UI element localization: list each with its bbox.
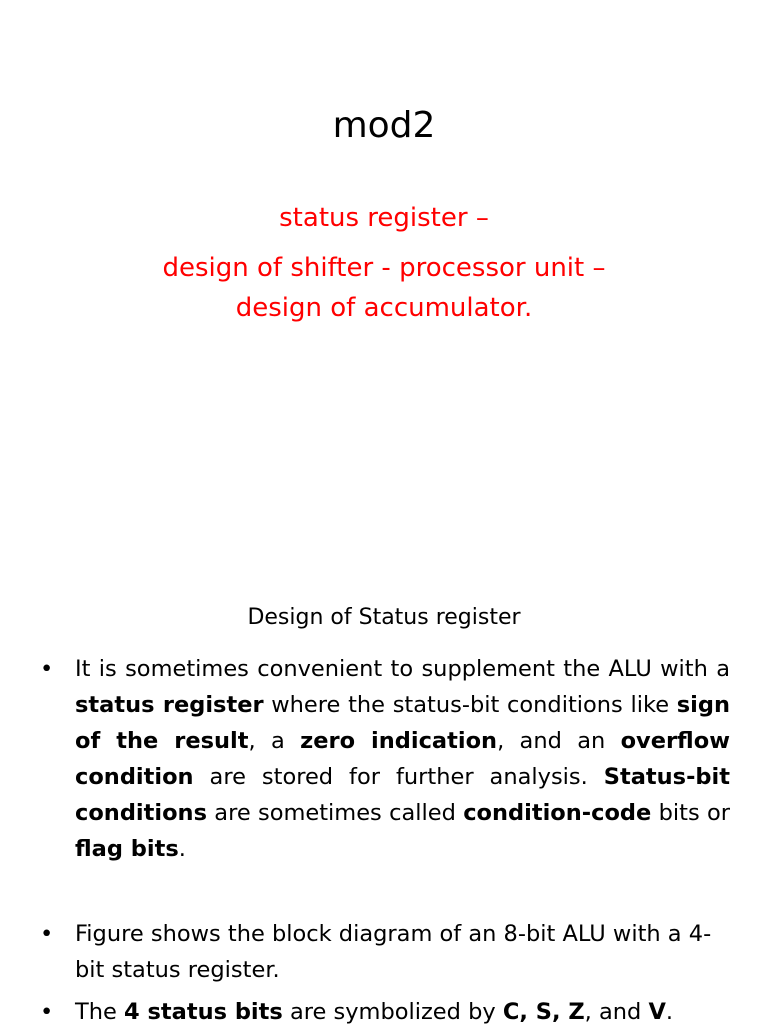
content-slide — [0, 576, 768, 1024]
text-span: . — [178, 836, 186, 862]
bullet-icon: • — [40, 999, 54, 1025]
text-span: , a — [248, 728, 301, 754]
bold-span: status register — [75, 692, 264, 718]
bold-span: overflow condition — [75, 728, 730, 790]
bold-span: Status-bit conditions — [75, 764, 730, 826]
slide-heading: Design of Status register — [247, 605, 521, 630]
bullet-item — [40, 651, 730, 867]
text-span: are stored for further analysis. — [193, 764, 604, 790]
bullet-item — [40, 916, 730, 988]
subtitle-line-3: design of accumulator. — [235, 293, 533, 323]
bold-span: zero indication — [300, 728, 498, 754]
bold-span: flag bits — [75, 836, 179, 862]
bullet-item — [40, 994, 730, 1030]
text-span: are sometimes called — [206, 800, 464, 826]
text-span: It is sometimes convenient to supplement the ALU with a — [75, 656, 730, 682]
bold-span: 4 status bits — [124, 999, 283, 1025]
subtitle-line-1: status register – — [279, 203, 489, 233]
bold-span: sign of the result — [75, 692, 730, 754]
text-span: , and an — [497, 728, 621, 754]
bullet-text: Figure shows the block diagram of an 8-bit ALU with a 4-bit status register. — [75, 921, 712, 983]
text-span: are symbolized by — [282, 999, 503, 1025]
text-span: . — [665, 999, 674, 1025]
text-span: , and — [584, 999, 649, 1025]
text-span: where the status-bit conditions like — [263, 692, 677, 718]
text-span: The — [75, 999, 124, 1025]
bullet-text — [75, 651, 730, 867]
text-span: bits or — [651, 800, 730, 826]
bullet-icon: • — [40, 656, 54, 682]
bullet-icon: • — [40, 921, 54, 947]
subtitle-line-2: design of shifter - processor unit – — [162, 253, 606, 283]
bold-span: V — [648, 999, 666, 1025]
bold-span: C, S, Z — [502, 999, 585, 1025]
bullet-text — [75, 994, 730, 1030]
bold-span: condition-code — [463, 800, 652, 826]
slide-title: mod2 — [332, 105, 436, 146]
